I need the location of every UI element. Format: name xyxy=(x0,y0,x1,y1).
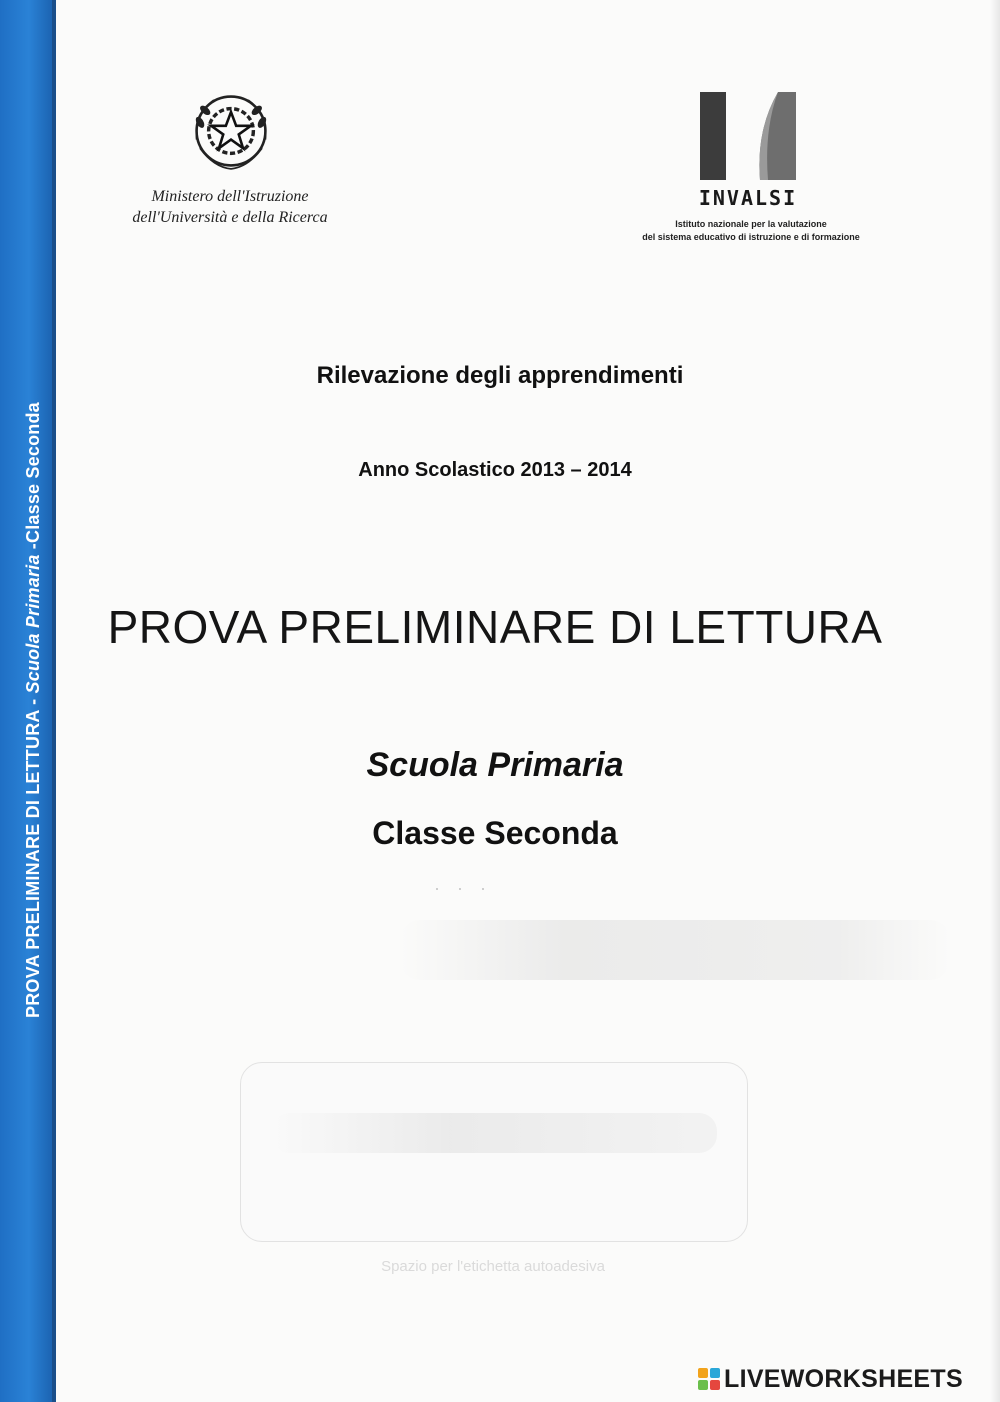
spine-title-part3: -Classe Seconda xyxy=(23,402,43,555)
sticker-label-smudge xyxy=(271,1113,717,1153)
invalsi-name: INVALSI xyxy=(698,186,798,210)
ministry-line-2: dell'Università e della Ricerca xyxy=(132,209,328,226)
liveworksheets-watermark xyxy=(698,1364,963,1394)
invalsi-logo-icon xyxy=(698,90,798,182)
spine-title-part2: Scuola Primaria xyxy=(23,554,43,694)
sticker-label-caption: Spazio per l'etichetta autoadesiva xyxy=(381,1258,605,1275)
erased-smudge xyxy=(400,920,950,980)
sticker-label-box xyxy=(240,1062,748,1242)
invalsi-subtitle-line-1: Istituto nazionale per la valutazione xyxy=(675,219,827,229)
faint-marks: · · · xyxy=(434,878,492,898)
sheet-edge-shadow xyxy=(990,0,1000,1402)
school-level: Scuola Primaria xyxy=(366,746,624,784)
survey-title: Rilevazione degli apprendimenti xyxy=(316,362,684,389)
spine-title-part1: PROVA PRELIMINARE DI LETTURA - xyxy=(23,693,43,1018)
liveworksheets-text: LIVEWORKSHEETS xyxy=(724,1364,963,1393)
invalsi-subtitle-line-2: del sistema educativo di istruzione e di formazione xyxy=(642,232,860,242)
page-title: PROVA PRELIMINARE DI LETTURA xyxy=(107,601,883,653)
ministry-name xyxy=(100,186,360,228)
invalsi-subtitle xyxy=(620,218,882,244)
italian-republic-emblem-icon xyxy=(188,88,274,174)
school-year: Anno Scolastico 2013 – 2014 xyxy=(358,459,632,481)
liveworksheets-logo-icon xyxy=(698,1368,720,1390)
class-level: Classe Seconda xyxy=(372,815,618,851)
spine-title xyxy=(18,338,48,1018)
ministry-line-1: Ministero dell'Istruzione xyxy=(151,188,309,205)
